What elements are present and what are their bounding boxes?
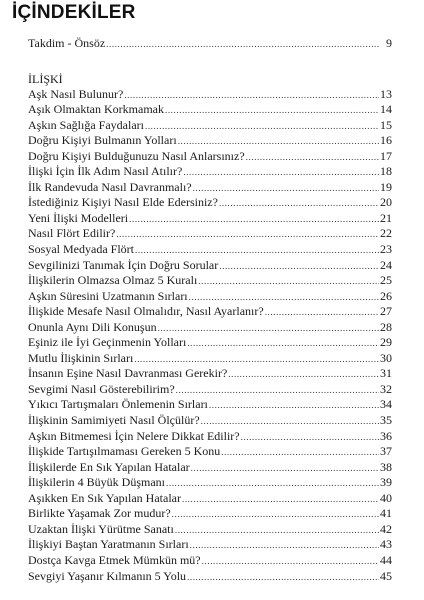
toc-page-number: 42	[380, 521, 392, 536]
toc-entry-label: Aşk Nasıl Bulunur?	[28, 86, 124, 101]
toc-entry-label: Eşiniz ile İyi Geçinmenin Yolları	[28, 335, 187, 350]
leader-dots	[134, 352, 379, 367]
toc-entry-row	[28, 444, 392, 460]
toc-page-number: 30	[380, 350, 392, 365]
toc-entry-row	[28, 211, 392, 227]
toc-entry-label: Yeni İlişki Modelleri	[28, 210, 129, 225]
toc-page-number: 13	[380, 86, 392, 101]
toc-entry-label: İlişkide Tartışılmaması Gereken 5 Konu	[28, 444, 221, 459]
leader-dots	[190, 538, 379, 553]
toc-entry-label: Nasıl Flört Edilir?	[28, 226, 116, 241]
toc-entry-row	[28, 149, 392, 165]
toc-entry-label: Doğru Kişiyi Bulduğunuzu Nasıl Anlarsınız?	[28, 148, 245, 163]
toc-entry-label: Doğru Kişiyi Bulmanın Yolları	[28, 133, 177, 148]
table-of-contents	[28, 36, 392, 584]
toc-page-number: 38	[380, 459, 392, 474]
toc-page-number: 32	[380, 381, 392, 396]
leader-dots	[106, 37, 379, 52]
leader-dots	[221, 445, 379, 460]
leader-dots	[198, 274, 379, 289]
toc-entry-label: Mutlu İlişkinin Sırları	[28, 350, 134, 365]
toc-entry-label: Sosyal Medyada Flört	[28, 242, 134, 257]
toc-entry-row	[28, 429, 392, 445]
toc-page-number: 22	[380, 226, 392, 241]
toc-page-number: 36	[380, 428, 392, 443]
toc-entry-row	[28, 180, 392, 196]
toc-entry-label: İstediğiniz Kişiyi Nasıl Elde Edersiniz?	[28, 195, 218, 210]
toc-entry-label: Sevgiyi Yaşanır Kılmanın 5 Yolu	[28, 568, 187, 583]
leader-dots	[182, 492, 379, 507]
leader-dots	[116, 227, 379, 242]
toc-entry-label: İlişkilerin 4 Büyük Düşmanı	[28, 475, 165, 490]
toc-page-number: 35	[380, 413, 392, 428]
toc-entry-label: İlişkide Mesafe Nasıl Olmalıdır, Nasıl Ayarlanır?	[28, 304, 264, 319]
toc-page-number: 24	[380, 257, 392, 272]
toc-entry-row	[28, 320, 392, 336]
toc-page-number: 14	[380, 102, 392, 117]
leader-dots	[158, 321, 379, 336]
leader-dots	[165, 103, 379, 118]
toc-page-number: 15	[380, 117, 392, 132]
toc-entry-label: İlişkiyi Baştan Yaratmanın Sırları	[28, 537, 189, 552]
toc-entry-label: Birlikte Yaşamak Zor mudur?	[28, 506, 171, 521]
leader-dots	[166, 476, 379, 491]
leader-dots	[265, 305, 379, 320]
toc-entry-row	[28, 382, 392, 398]
toc-page-number: 45	[380, 568, 392, 583]
leader-dots	[241, 430, 379, 445]
toc-entry-row	[28, 553, 392, 569]
toc-page-number: 31	[380, 366, 392, 381]
toc-entry-row	[28, 118, 392, 134]
toc-page-number: 28	[380, 319, 392, 334]
page-title: İÇİNDEKİLER	[12, 2, 136, 23]
toc-page-number: 9	[386, 36, 392, 50]
leader-dots	[135, 243, 379, 258]
leader-dots	[145, 119, 379, 134]
toc-entry-label: Takdim - Önsöz	[28, 36, 106, 50]
toc-entry-row	[28, 569, 392, 585]
toc-page-number: 25	[380, 273, 392, 288]
leader-dots	[191, 461, 379, 476]
toc-page-number: 26	[380, 288, 392, 303]
toc-entry-row	[28, 273, 392, 289]
toc-entry-row	[28, 289, 392, 305]
toc-entry-row	[28, 304, 392, 320]
toc-entry-label: İnsanın Eşine Nasıl Davranması Gerekir?	[28, 366, 228, 381]
toc-entry-row	[28, 102, 392, 118]
leader-dots	[219, 196, 379, 211]
toc-entry-label: Yıkıcı Tartışmaları Önlemenin Sırları	[28, 397, 208, 412]
toc-entry-row	[28, 506, 392, 522]
section-heading: İLİŞKİ	[28, 71, 63, 86]
leader-dots	[246, 150, 379, 165]
leader-dots	[172, 507, 379, 522]
toc-entry-label: Sevgilinizi Tanımak İçin Doğru Sorular	[28, 257, 219, 272]
leader-dots	[124, 88, 379, 103]
toc-entry-label: İlişkilerde En Sık Yapılan Hatalar	[28, 459, 190, 474]
leader-dots	[187, 570, 379, 585]
toc-page-number: 44	[380, 552, 392, 567]
toc-page-number: 27	[380, 304, 392, 319]
toc-entry-row	[28, 351, 392, 367]
toc-page-number: 37	[380, 444, 392, 459]
toc-page-number: 39	[380, 475, 392, 490]
toc-intro-row	[28, 36, 392, 52]
toc-entry-row	[28, 413, 392, 429]
leader-dots	[193, 181, 379, 196]
toc-entry-row	[28, 397, 392, 413]
toc-entry-row	[28, 242, 392, 258]
toc-entry-row	[28, 537, 392, 553]
toc-entry-row	[28, 226, 392, 242]
toc-entry-row	[28, 366, 392, 382]
toc-entry-row	[28, 335, 392, 351]
toc-entry-row	[28, 475, 392, 491]
toc-entry-label: İlişkilerin Olmazsa Olmaz 5 Kuralı	[28, 273, 198, 288]
toc-entry-label: Onunla Aynı Dili Konuşun	[28, 319, 157, 334]
toc-entry-label: Aşkın Süresini Uzatmanın Sırları	[28, 288, 188, 303]
leader-dots	[228, 367, 379, 382]
toc-page-number: 19	[380, 179, 392, 194]
toc-entry-row	[28, 87, 392, 103]
toc-entry-label: İlişki İçin İlk Adım Nasıl Atılır?	[28, 164, 183, 179]
leader-dots	[201, 414, 379, 429]
toc-entry-row	[28, 491, 392, 507]
leader-dots	[209, 398, 379, 413]
leader-dots	[178, 134, 379, 149]
toc-entry-label: Aşık Olmaktan Korkmamak	[28, 102, 164, 117]
leader-dots	[219, 259, 379, 274]
toc-page-number: 43	[380, 537, 392, 552]
toc-entry-label: Aşıkken En Sık Yapılan Hatalar	[28, 490, 181, 505]
toc-page-number: 34	[380, 397, 392, 412]
toc-page-number: 16	[380, 133, 392, 148]
toc-page-number: 21	[380, 210, 392, 225]
toc-page-number: 40	[380, 490, 392, 505]
leader-dots	[189, 290, 379, 305]
toc-page-number: 41	[380, 506, 392, 521]
toc-entry-label: Dostça Kavga Etmek Mümkün mü?	[28, 552, 201, 567]
toc-entry-label: Sevgimi Nasıl Gösterebilirim?	[28, 381, 175, 396]
leader-dots	[202, 554, 379, 569]
leader-dots	[183, 165, 379, 180]
toc-entry-list	[28, 87, 392, 585]
toc-page-number: 18	[380, 164, 392, 179]
toc-entry-row	[28, 460, 392, 476]
leader-dots	[176, 383, 379, 398]
leader-dots	[175, 523, 379, 538]
toc-entry-label: İlişkinin Samimiyeti Nasıl Ölçülür?	[28, 413, 200, 428]
toc-entry-row	[28, 258, 392, 274]
toc-entry-label: Uzaktan İlişki Yürütme Sanatı	[28, 521, 174, 536]
toc-entry-label: İlk Randevuda Nasıl Davranmalı?	[28, 179, 192, 194]
leader-dots	[129, 212, 379, 227]
toc-page-number: 20	[380, 195, 392, 210]
toc-page-number: 23	[380, 242, 392, 257]
toc-entry-row	[28, 195, 392, 211]
toc-entry-row	[28, 133, 392, 149]
toc-entry-row	[28, 522, 392, 538]
leader-dots	[187, 336, 379, 351]
toc-entry-row	[28, 164, 392, 180]
toc-entry-label: Aşkın Sağlığa Faydaları	[28, 117, 144, 132]
toc-page-number: 29	[380, 335, 392, 350]
toc-entry-label: Aşkın Bitmemesi İçin Nelere Dikkat Edilir?	[28, 428, 240, 443]
toc-page-number: 17	[380, 148, 392, 163]
